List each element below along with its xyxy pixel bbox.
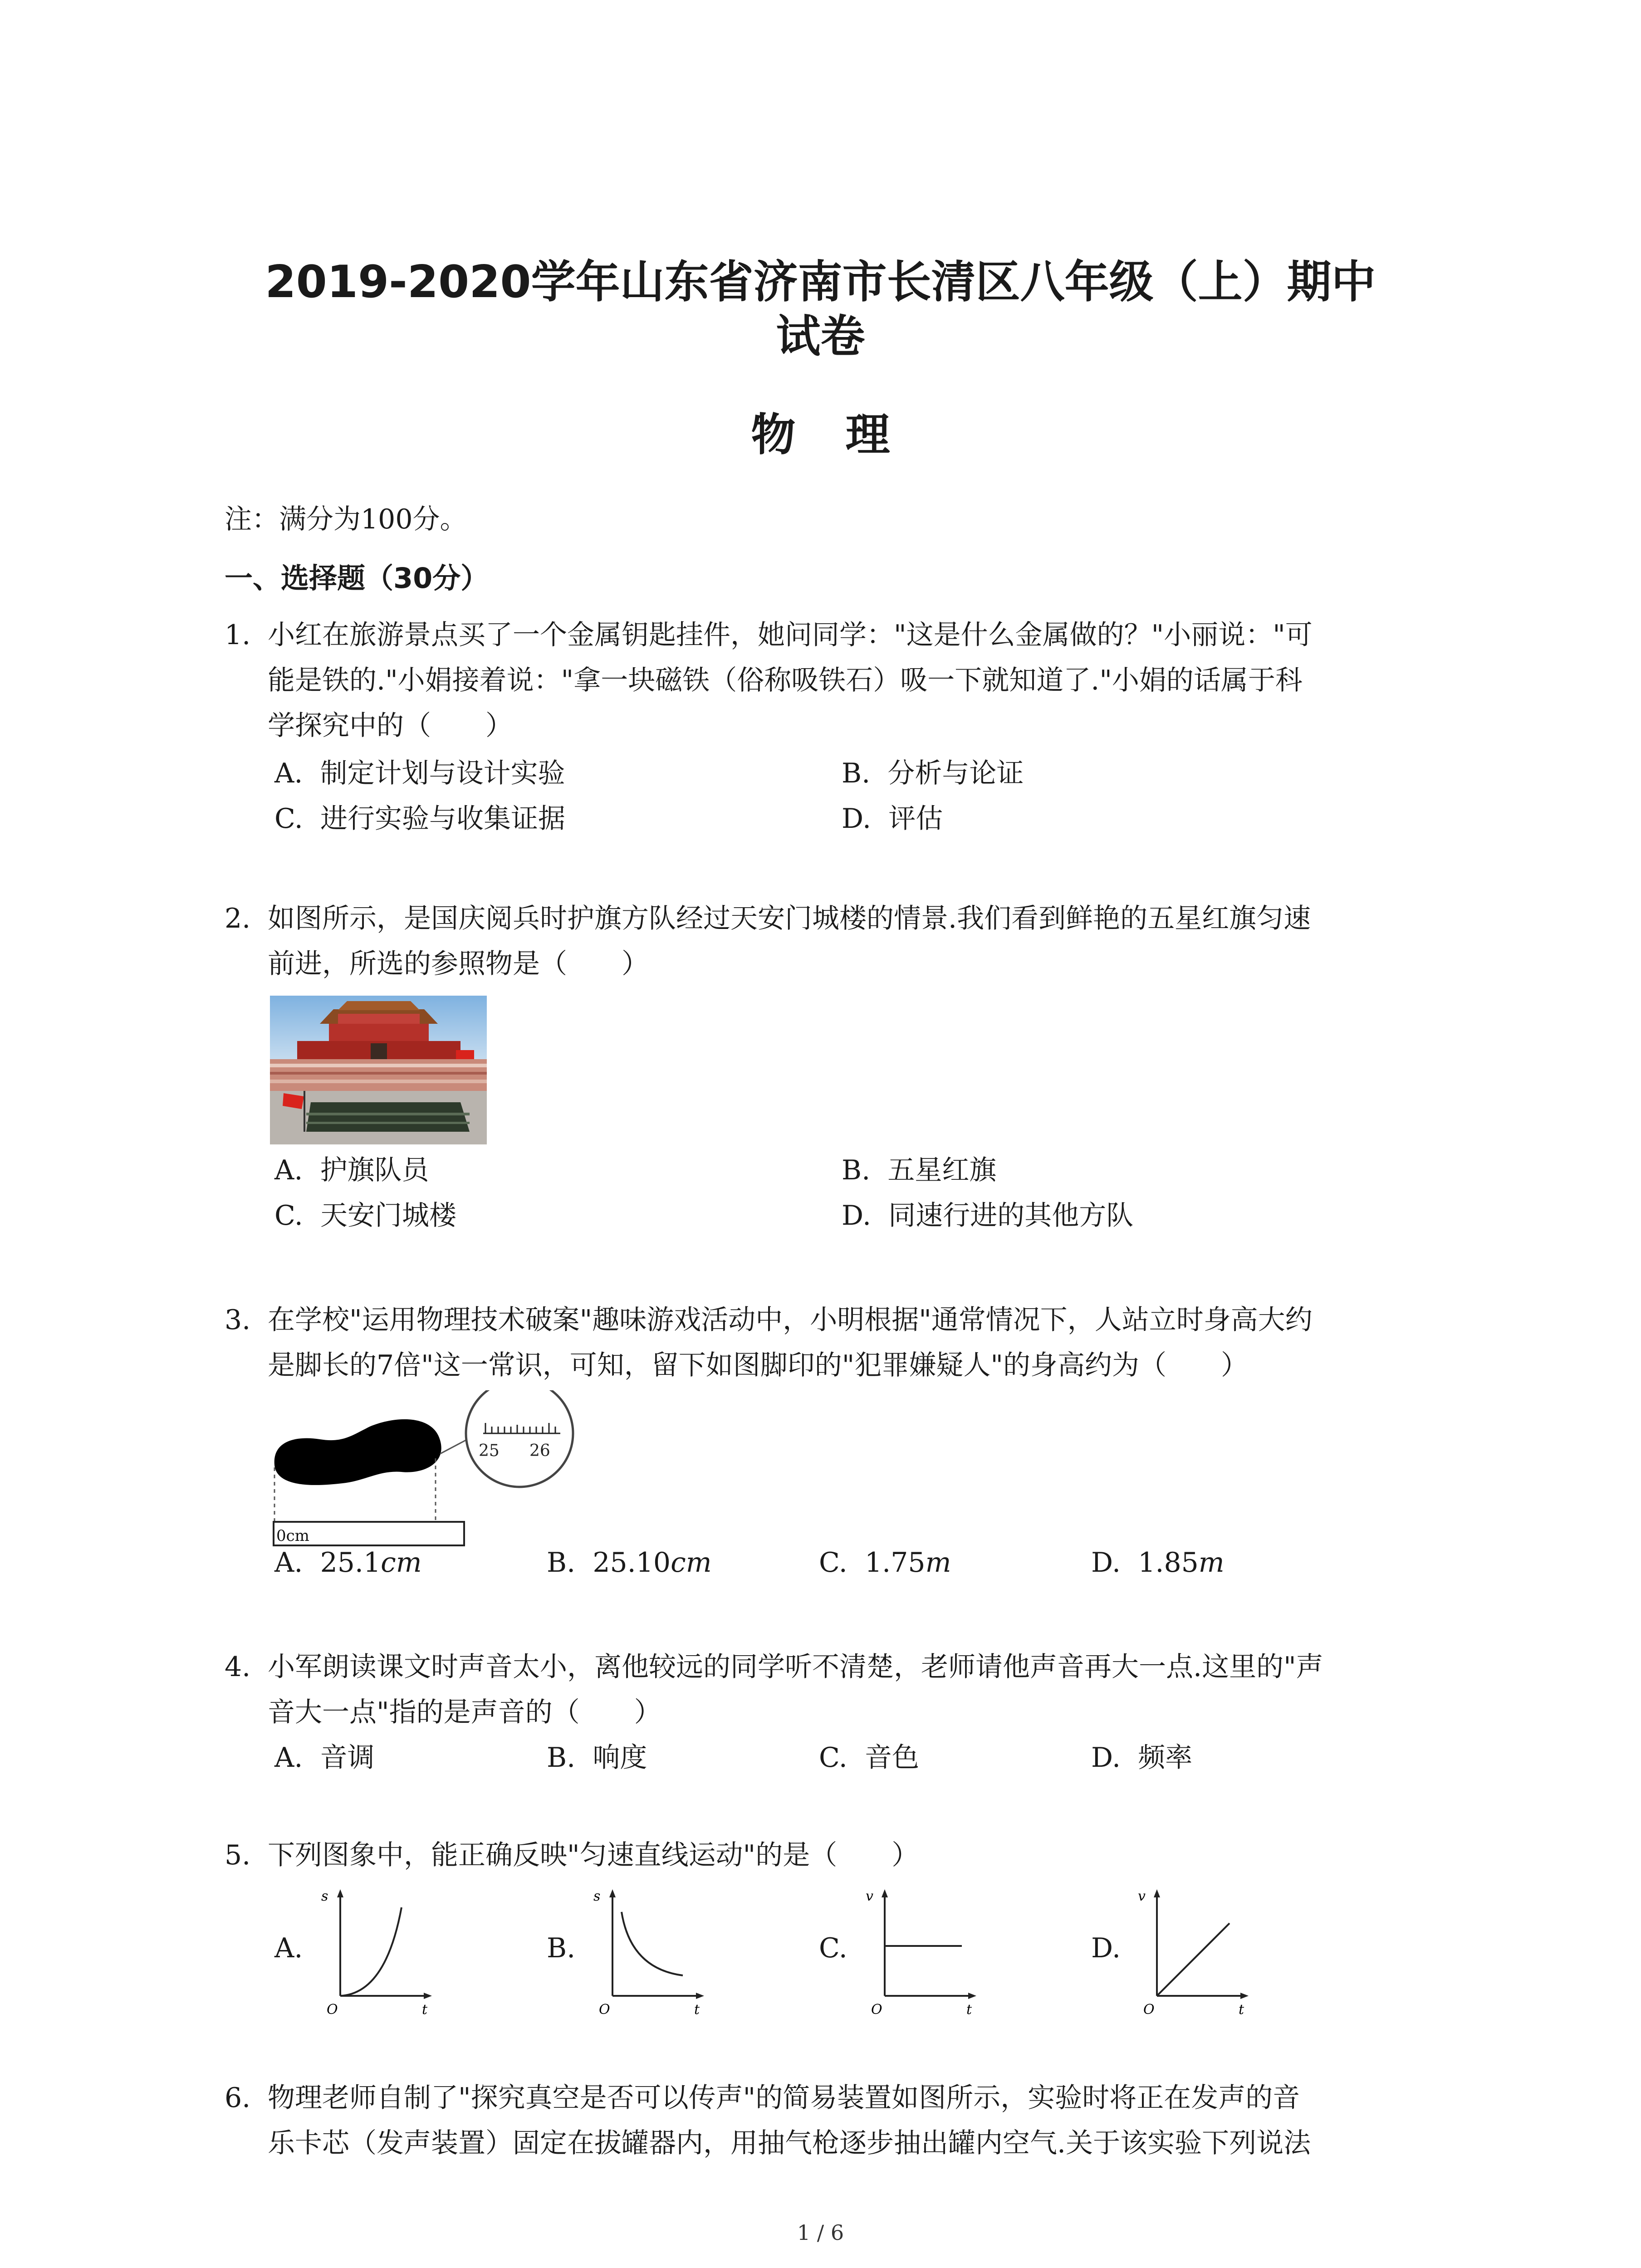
option-unit: m <box>1198 1547 1225 1579</box>
option-label: A. <box>274 758 303 789</box>
origin-label: O <box>599 2002 610 2016</box>
question-text: 物理老师自制了"探究真空是否可以传声"的简易装置如图所示，实验时将正在发声的音 <box>268 2082 1300 2114</box>
option-label: D. <box>1091 1547 1121 1579</box>
option-b[interactable] <box>842 1152 996 1188</box>
origin-label: O <box>871 2002 882 2016</box>
graph-option-a[interactable]: A. <box>274 1932 303 1964</box>
ruler-zero-label: 0cm <box>276 1527 309 1545</box>
option-d[interactable] <box>842 801 943 837</box>
option-c[interactable] <box>819 1740 919 1776</box>
y-axis-label: v <box>1138 1888 1146 1904</box>
option-text: 频率 <box>1138 1742 1193 1774</box>
option-c[interactable] <box>274 1198 456 1234</box>
origin-label: O <box>327 2002 338 2016</box>
question-text: 前进，所选的参照物是（ ） <box>268 948 649 980</box>
document-title-line2: 试卷 <box>776 311 865 362</box>
tiananmen-parade-photo <box>270 996 487 1144</box>
option-text: 音调 <box>320 1742 375 1774</box>
option-a[interactable] <box>274 1740 375 1776</box>
ruler-tick-label: 26 <box>529 1442 550 1460</box>
option-text: 护旗队员 <box>320 1154 429 1186</box>
question-text: 在学校"运用物理技术破案"趣味游戏活动中，小明根据"通常情况下，人站立时身高大约 <box>268 1304 1313 1336</box>
option-text: 五星红旗 <box>887 1154 997 1186</box>
graph-b-decreasing-st <box>590 1885 708 2016</box>
option-d[interactable] <box>842 1198 1133 1234</box>
graph-option-b[interactable]: B. <box>547 1932 576 1964</box>
graph-option-c[interactable]: C. <box>819 1932 847 1964</box>
option-label: B. <box>547 1742 576 1774</box>
x-axis-label: t <box>422 2002 428 2016</box>
option-unit: m <box>925 1547 951 1579</box>
option-label: C. <box>274 1200 303 1232</box>
question-text: 乐卡芯（发声装置）固定在拔罐器内，用抽气枪逐步抽出罐内空气.关于该实验下列说法 <box>268 2127 1311 2159</box>
x-axis-label: t <box>1239 2002 1244 2016</box>
question-text: 能是铁的."小娟接着说："拿一块磁铁（俗称吸铁石）吸一下就知道了."小娟的话属于科 <box>268 665 1303 696</box>
section-heading: 一、选择题（30分） <box>225 562 489 595</box>
option-value: 1.75 <box>865 1547 926 1579</box>
question-text: 小红在旅游景点买了一个金属钥匙挂件，她问同学："这是什么金属做的？"小丽说："可 <box>268 619 1313 651</box>
option-label: A. <box>274 1742 303 1774</box>
option-c[interactable] <box>819 1545 951 1581</box>
option-b[interactable] <box>547 1740 647 1776</box>
footprint-ruler-figure <box>270 1390 588 1554</box>
option-value: 25.1 <box>320 1547 381 1579</box>
question-text: 下列图象中，能正确反映"匀速直线运动"的是（ ） <box>268 1839 919 1871</box>
option-text: 评估 <box>888 803 943 835</box>
option-label: A. <box>274 1547 303 1579</box>
option-text: 天安门城楼 <box>320 1200 456 1232</box>
option-label: C. <box>819 1547 847 1579</box>
y-axis-label: s <box>321 1888 328 1904</box>
question-number: 5. <box>225 1839 251 1871</box>
option-unit: cm <box>381 1547 422 1579</box>
option-text: 进行实验与收集证据 <box>320 803 565 835</box>
option-a[interactable] <box>274 755 565 792</box>
graph-a-accelerating-st <box>318 1885 436 2016</box>
option-label: B. <box>842 1154 871 1186</box>
question-number: 3. <box>225 1304 251 1336</box>
question-number: 6. <box>225 2082 251 2114</box>
option-value: 1.85 <box>1138 1547 1199 1579</box>
option-label: D. <box>842 803 872 835</box>
score-note: 注：满分为100分。 <box>225 503 467 535</box>
option-label: B. <box>842 758 871 789</box>
option-label: A. <box>274 1154 303 1186</box>
page-number: 1 / 6 <box>797 2220 844 2245</box>
option-label: B. <box>547 1547 576 1579</box>
option-text: 制定计划与设计实验 <box>320 758 565 789</box>
graph-option-d[interactable]: D. <box>1091 1932 1121 1964</box>
y-axis-label: s <box>593 1888 601 1904</box>
option-a[interactable] <box>274 1152 429 1188</box>
option-d[interactable] <box>1091 1545 1225 1581</box>
y-axis-label: v <box>866 1888 873 1904</box>
question-text: 小军朗读课文时声音太小，离他较远的同学听不清楚，老师请他声音再大一点.这里的"声 <box>268 1651 1323 1683</box>
ruler-tick-label: 25 <box>479 1442 500 1460</box>
origin-label: O <box>1143 2002 1155 2016</box>
question-text: 学探究中的（ ） <box>268 710 513 742</box>
graph-c-constant-vt <box>862 1885 980 2016</box>
option-label: D. <box>1091 1742 1121 1774</box>
option-text: 同速行进的其他方队 <box>888 1200 1134 1232</box>
option-text: 响度 <box>593 1742 647 1774</box>
subject-title: 物理 <box>751 409 940 461</box>
option-b[interactable] <box>842 755 1024 792</box>
option-b[interactable] <box>547 1545 712 1581</box>
option-d[interactable] <box>1091 1740 1192 1776</box>
option-text: 分析与论证 <box>887 758 1024 789</box>
question-text: 是脚长的7倍"这一常识，可知，留下如图脚印的"犯罪嫌疑人"的身高约为（ ） <box>268 1349 1248 1381</box>
option-text: 音色 <box>865 1742 919 1774</box>
question-number: 1. <box>225 619 251 651</box>
option-value: 25.10 <box>593 1547 671 1579</box>
question-number: 4. <box>225 1651 251 1683</box>
x-axis-label: t <box>966 2002 972 2016</box>
option-label: D. <box>842 1200 872 1232</box>
graph-d-linear-vt <box>1134 1885 1252 2016</box>
option-unit: cm <box>671 1547 712 1579</box>
question-text: 如图所示，是国庆阅兵时护旗方队经过天安门城楼的情景.我们看到鲜艳的五星红旗匀速 <box>268 903 1311 934</box>
option-label: C. <box>819 1742 847 1774</box>
question-number: 2. <box>225 903 251 934</box>
question-text: 音大一点"指的是声音的（ ） <box>268 1696 661 1728</box>
option-a[interactable] <box>274 1545 422 1581</box>
x-axis-label: t <box>694 2002 700 2016</box>
option-label: C. <box>274 803 303 835</box>
option-c[interactable] <box>274 801 565 837</box>
document-title-line1: 2019-2020学年山东省济南市长清区八年级（上）期中 <box>265 256 1376 308</box>
